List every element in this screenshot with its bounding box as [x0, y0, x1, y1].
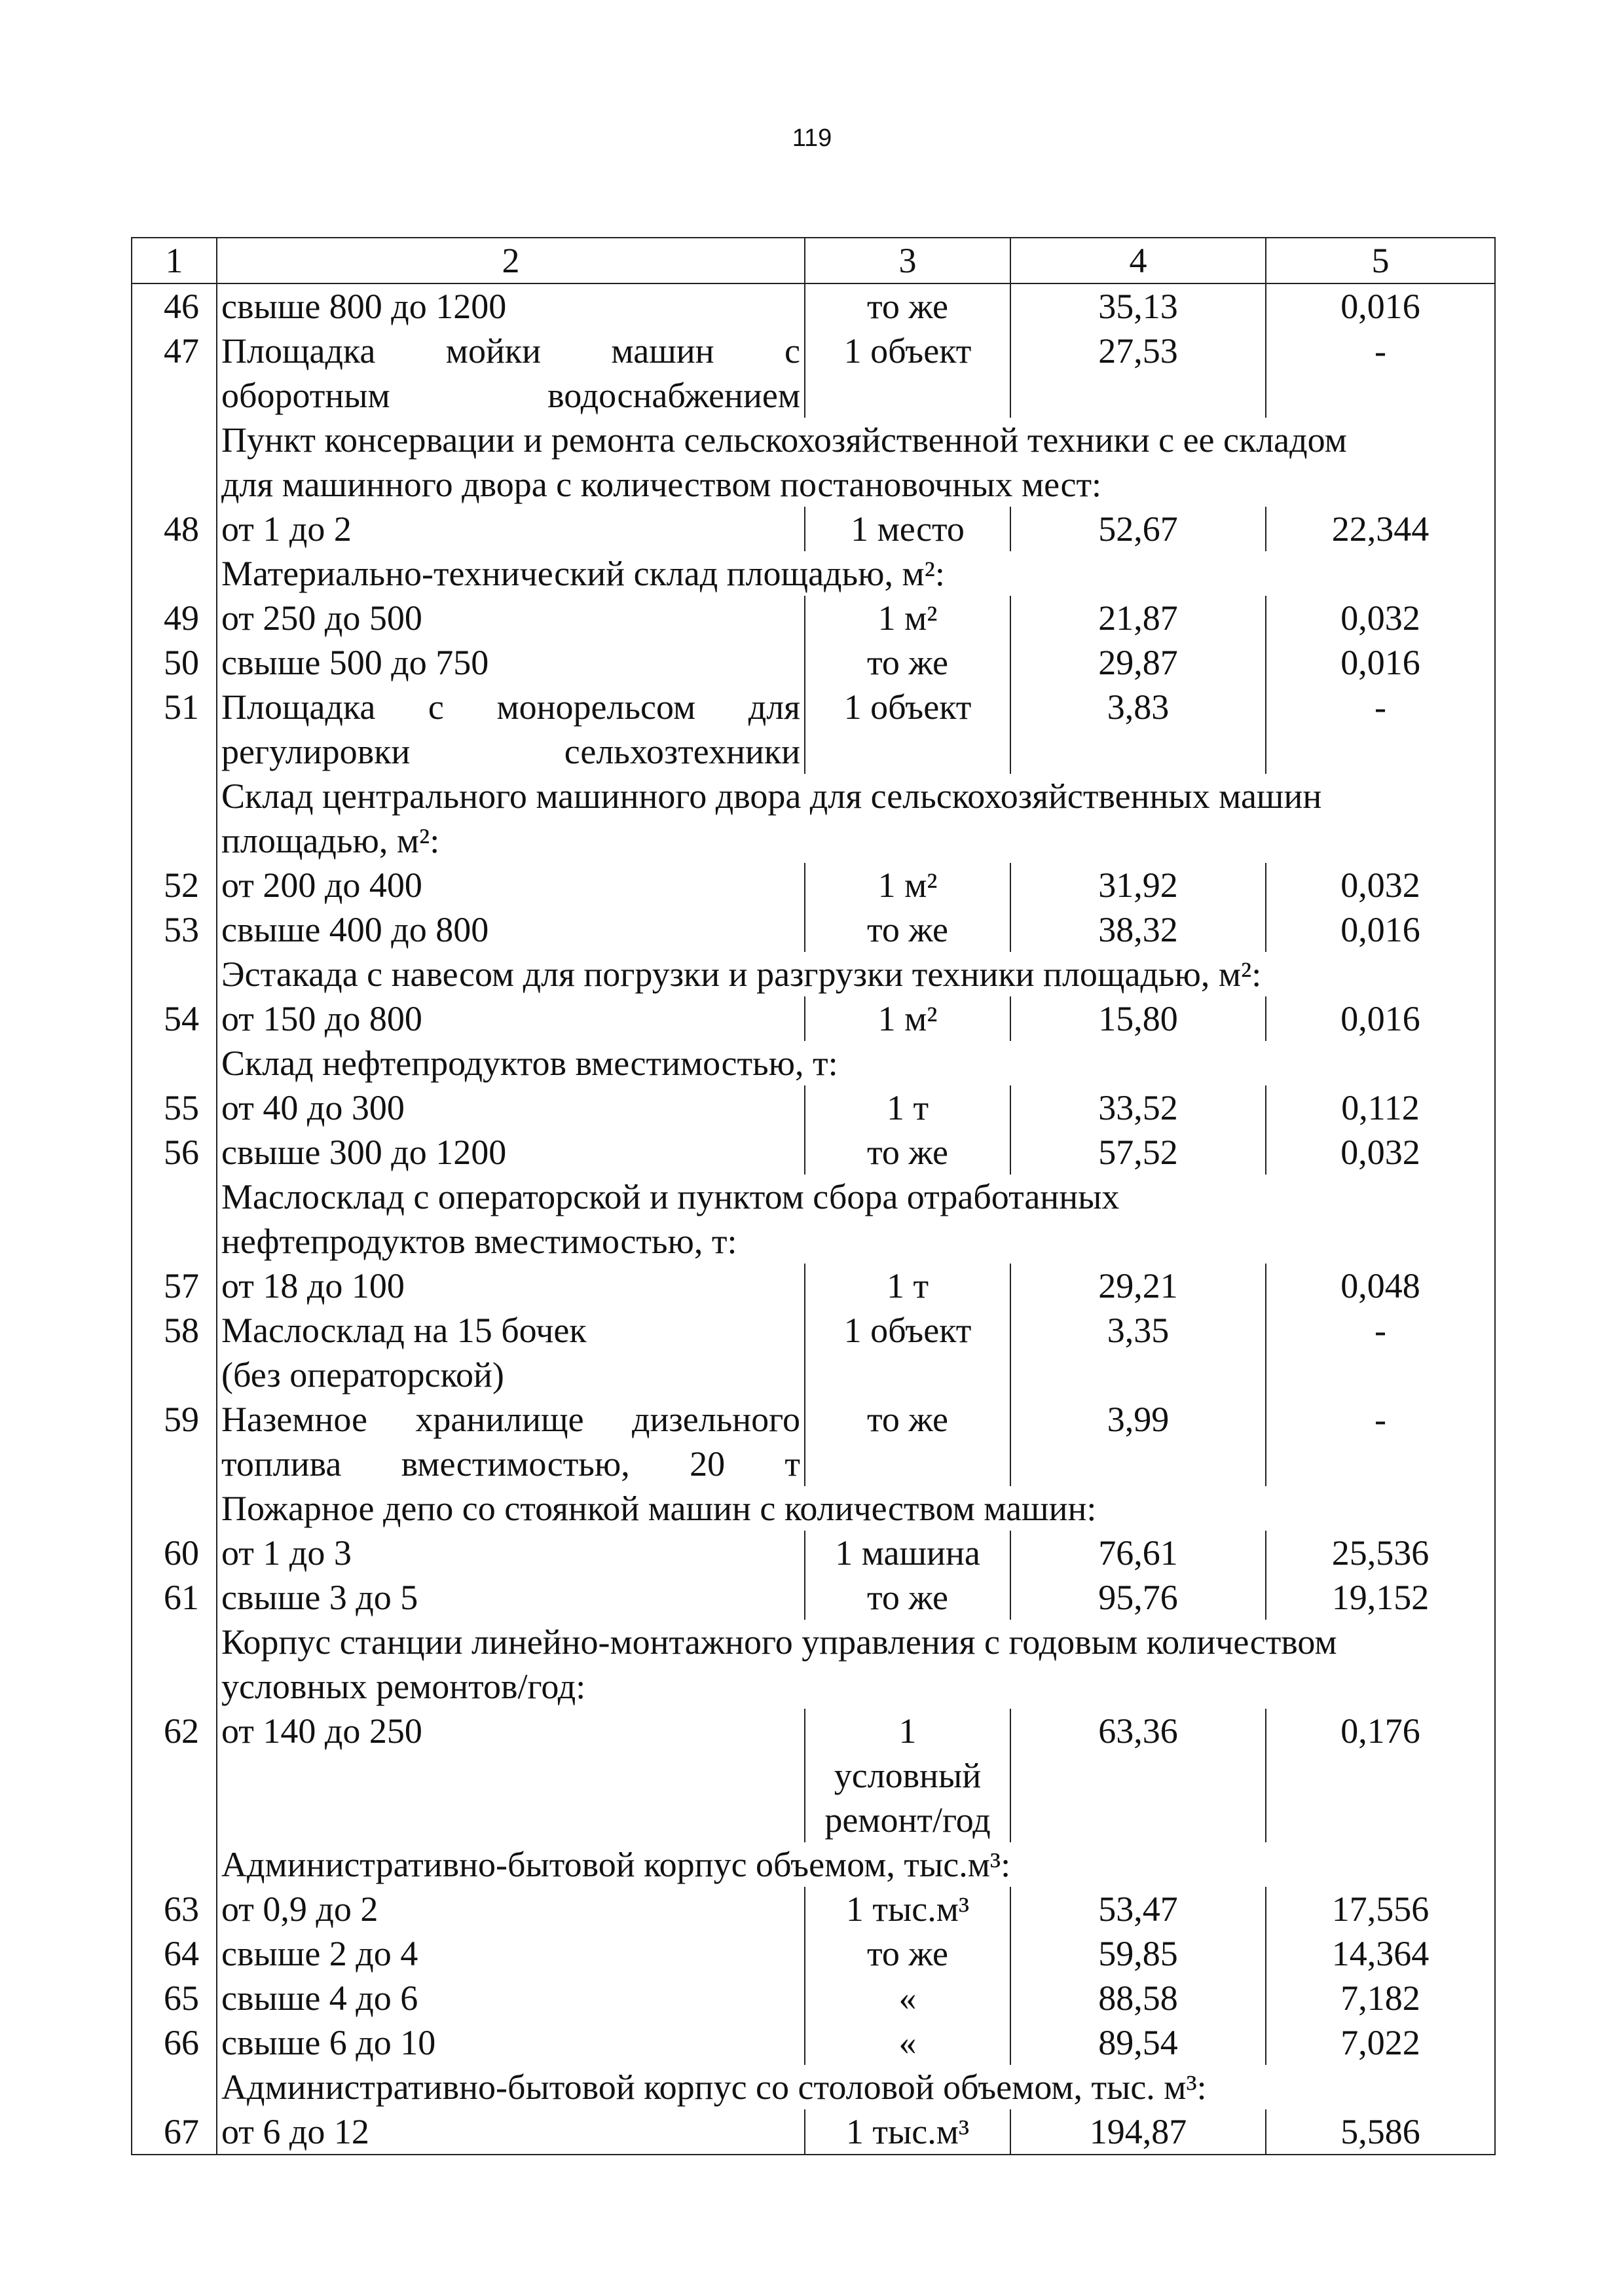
value-col-4: 21,87 — [1010, 596, 1266, 640]
unit-cell — [805, 907, 1010, 952]
cell-line: оборотным водоснабжением — [221, 376, 800, 415]
section-heading — [217, 551, 1495, 596]
value-col-5: 25,536 — [1266, 1531, 1495, 1575]
cell-line: 1 м² — [877, 598, 938, 638]
row-number: 66 — [132, 2020, 217, 2065]
cell-line: свыше 500 до 750 — [221, 643, 489, 682]
object-name — [217, 1531, 805, 1575]
cell-line: 1 объект — [843, 687, 972, 727]
section-number-cell — [132, 418, 217, 507]
cell-line: условных ремонтов/год: — [221, 1667, 586, 1706]
cell-line: от 6 до 12 — [221, 2112, 369, 2151]
row-number: 59 — [132, 1397, 217, 1486]
cell-line: Площадка с монорельсом для — [221, 687, 800, 727]
cell-line: Склад нефтепродуктов вместимостью, т: — [221, 1044, 838, 1083]
unit-cell — [805, 1887, 1010, 1931]
row-number: 54 — [132, 996, 217, 1041]
cell-line: нефтепродуктов вместимостью, т: — [221, 1222, 737, 1261]
row-number: 63 — [132, 1887, 217, 1931]
section-number-cell — [132, 1175, 217, 1264]
row-number: 57 — [132, 1264, 217, 1308]
value-col-4: 15,80 — [1010, 996, 1266, 1041]
object-name — [217, 2109, 805, 2155]
object-name — [217, 1264, 805, 1308]
section-heading — [217, 2065, 1495, 2109]
object-name — [217, 2020, 805, 2065]
unit-cell — [805, 1709, 1010, 1842]
unit-cell — [805, 596, 1010, 640]
row-number: 60 — [132, 1531, 217, 1575]
value-col-5: - — [1266, 1308, 1495, 1397]
section-number-cell — [132, 551, 217, 596]
cell-line: от 40 до 300 — [221, 1088, 405, 1127]
value-col-5: 0,032 — [1266, 863, 1495, 907]
table-row — [132, 1531, 1495, 1575]
cell-line: 1 место — [851, 509, 965, 549]
table-row — [132, 1575, 1495, 1620]
section-heading — [217, 1175, 1495, 1264]
object-name — [217, 1085, 805, 1130]
section-number-cell — [132, 1842, 217, 1887]
value-col-5: 0,032 — [1266, 596, 1495, 640]
row-number: 67 — [132, 2109, 217, 2155]
value-col-5: 0,048 — [1266, 1264, 1495, 1308]
cell-line: 1 тыс.м³ — [845, 1889, 970, 1929]
value-col-5: 7,022 — [1266, 2020, 1495, 2065]
cell-line: Склад центрального машинного двора для сельскохозяйственных машин — [221, 776, 1322, 816]
object-name — [217, 907, 805, 952]
table-row — [132, 996, 1495, 1041]
value-col-5: 14,364 — [1266, 1931, 1495, 1976]
section-row — [132, 551, 1495, 596]
object-name — [217, 640, 805, 685]
value-col-5: 0,016 — [1266, 907, 1495, 952]
cell-line: от 1 до 2 — [221, 509, 352, 549]
table-row — [132, 907, 1495, 952]
value-col-4: 89,54 — [1010, 2020, 1266, 2065]
cell-line: то же — [867, 287, 948, 326]
cell-line: 1 объект — [843, 331, 972, 371]
table-row — [132, 1308, 1495, 1397]
row-number: 48 — [132, 507, 217, 551]
table-body — [132, 238, 1495, 2155]
row-number: 47 — [132, 329, 217, 418]
cell-line: Административно-бытовой корпус со столовой объемом, тыс. м³: — [221, 2068, 1207, 2107]
value-col-4: 27,53 — [1010, 329, 1266, 418]
section-row — [132, 1486, 1495, 1531]
object-name — [217, 507, 805, 551]
section-row — [132, 418, 1495, 507]
table-row — [132, 640, 1495, 685]
object-name — [217, 1397, 805, 1486]
table-row — [132, 1264, 1495, 1308]
unit-cell — [805, 1531, 1010, 1575]
object-name — [217, 329, 805, 418]
value-col-4: 52,67 — [1010, 507, 1266, 551]
table-row — [132, 1085, 1495, 1130]
section-number-cell — [132, 952, 217, 996]
section-heading — [217, 1041, 1495, 1085]
cell-line: (без операторской) — [221, 1355, 504, 1394]
section-number-cell — [132, 774, 217, 863]
cell-line: Эстакада с навесом для погрузки и разгрузки техники площадью, м²: — [221, 955, 1262, 994]
row-number: 61 — [132, 1575, 217, 1620]
row-number: 65 — [132, 1976, 217, 2020]
value-col-4: 35,13 — [1010, 283, 1266, 329]
cell-line: свыше 800 до 1200 — [221, 287, 507, 326]
cell-line: Площадка мойки машин с — [221, 331, 800, 371]
cell-line: 1 — [898, 1711, 917, 1751]
value-col-5: 17,556 — [1266, 1887, 1495, 1931]
cell-line: топлива вместимостью, 20 т — [221, 1444, 800, 1484]
table-row — [132, 1130, 1495, 1175]
cell-line: Административно-бытовой корпус объемом, тыс.м³: — [221, 1845, 1011, 1884]
table-row — [132, 507, 1495, 551]
section-number-cell — [132, 1620, 217, 1709]
section-number-cell — [132, 1041, 217, 1085]
object-name — [217, 863, 805, 907]
header-row — [132, 238, 1495, 283]
row-number: 55 — [132, 1085, 217, 1130]
cell-line: Маслосклад на 15 бочек — [221, 1311, 587, 1350]
table-row — [132, 2109, 1495, 2155]
cell-line: от 18 до 100 — [221, 1266, 405, 1305]
value-col-4: 57,52 — [1010, 1130, 1266, 1175]
section-row — [132, 952, 1495, 996]
cell-line: 1 м² — [877, 999, 938, 1038]
table-row — [132, 2020, 1495, 2065]
value-col-5: 0,016 — [1266, 996, 1495, 1041]
row-number: 62 — [132, 1709, 217, 1842]
value-col-4: 3,99 — [1010, 1397, 1266, 1486]
cell-line: для машинного двора с количеством постановочных мест: — [221, 465, 1102, 504]
cell-line: площадью, м²: — [221, 821, 440, 860]
row-number: 58 — [132, 1308, 217, 1397]
section-number-cell — [132, 1486, 217, 1531]
value-col-4: 31,92 — [1010, 863, 1266, 907]
table-row — [132, 1976, 1495, 2020]
cell-line: свыше 3 до 5 — [221, 1578, 418, 1617]
row-number: 49 — [132, 596, 217, 640]
section-row — [132, 1620, 1495, 1709]
unit-cell — [805, 1397, 1010, 1486]
cell-line: то же — [867, 910, 948, 949]
header-col-5: 5 — [1266, 238, 1495, 283]
unit-cell — [805, 1976, 1010, 2020]
value-col-4: 95,76 — [1010, 1575, 1266, 1620]
object-name — [217, 596, 805, 640]
cell-line: регулировки сельхозтехники — [221, 732, 800, 771]
row-number: 50 — [132, 640, 217, 685]
value-col-5: 0,016 — [1266, 283, 1495, 329]
object-name — [217, 996, 805, 1041]
object-name — [217, 1575, 805, 1620]
value-col-4: 3,35 — [1010, 1308, 1266, 1397]
table-row — [132, 1709, 1495, 1842]
section-row — [132, 2065, 1495, 2109]
cell-line: то же — [867, 643, 948, 682]
table-row — [132, 1887, 1495, 1931]
row-number: 51 — [132, 685, 217, 774]
cell-line: то же — [867, 1133, 948, 1172]
cell-line: свыше 4 до 6 — [221, 1978, 418, 2018]
value-col-5: - — [1266, 329, 1495, 418]
cell-line: свыше 6 до 10 — [221, 2023, 436, 2062]
unit-cell — [805, 1264, 1010, 1308]
value-col-4: 53,47 — [1010, 1887, 1266, 1931]
header-col-2: 2 — [217, 238, 805, 283]
object-name — [217, 685, 805, 774]
unit-cell — [805, 2109, 1010, 2155]
value-col-5: 0,112 — [1266, 1085, 1495, 1130]
value-col-4: 33,52 — [1010, 1085, 1266, 1130]
cell-line: свыше 300 до 1200 — [221, 1133, 507, 1172]
unit-cell — [805, 329, 1010, 418]
cell-line: Маслосклад с операторской и пунктом сбора отработанных — [221, 1177, 1120, 1216]
section-heading — [217, 774, 1495, 863]
value-col-4: 194,87 — [1010, 2109, 1266, 2155]
unit-cell — [805, 507, 1010, 551]
cell-line: 1 тыс.м³ — [845, 2112, 970, 2151]
cell-line: от 150 до 800 — [221, 999, 422, 1038]
section-row — [132, 1041, 1495, 1085]
unit-cell — [805, 996, 1010, 1041]
cell-line: то же — [867, 1578, 948, 1617]
value-col-4: 59,85 — [1010, 1931, 1266, 1976]
section-heading — [217, 1620, 1495, 1709]
value-col-4: 63,36 — [1010, 1709, 1266, 1842]
cell-line: 1 т — [886, 1088, 929, 1127]
value-col-5: 0,016 — [1266, 640, 1495, 685]
cell-line: ремонт/год — [824, 1800, 991, 1840]
value-col-4: 38,32 — [1010, 907, 1266, 952]
section-heading — [217, 418, 1495, 507]
unit-cell — [805, 1575, 1010, 1620]
unit-cell — [805, 863, 1010, 907]
cell-line: « — [898, 2023, 917, 2062]
object-name — [217, 1130, 805, 1175]
value-col-5: 5,586 — [1266, 2109, 1495, 2155]
value-col-5: 0,032 — [1266, 1130, 1495, 1175]
cell-line: 1 м² — [877, 866, 938, 905]
value-col-5: 0,176 — [1266, 1709, 1495, 1842]
value-col-5: 7,182 — [1266, 1976, 1495, 2020]
unit-cell — [805, 640, 1010, 685]
value-col-5: 19,152 — [1266, 1575, 1495, 1620]
unit-cell — [805, 1085, 1010, 1130]
value-col-4: 88,58 — [1010, 1976, 1266, 2020]
row-number: 46 — [132, 283, 217, 329]
cell-line: свыше 400 до 800 — [221, 910, 489, 949]
section-row — [132, 774, 1495, 863]
row-number: 64 — [132, 1931, 217, 1976]
cell-line: Пожарное депо со стоянкой машин с количеством машин: — [221, 1489, 1097, 1528]
value-col-4: 3,83 — [1010, 685, 1266, 774]
table-row — [132, 329, 1495, 418]
cell-line: условный — [834, 1756, 982, 1795]
unit-cell — [805, 1308, 1010, 1397]
row-number: 56 — [132, 1130, 217, 1175]
object-name — [217, 1887, 805, 1931]
cell-line: то же — [867, 1400, 948, 1439]
page-number: 119 — [792, 124, 832, 152]
unit-cell — [805, 2020, 1010, 2065]
value-col-4: 29,21 — [1010, 1264, 1266, 1308]
cell-line: от 1 до 3 — [221, 1533, 352, 1573]
section-heading — [217, 1486, 1495, 1531]
value-col-4: 76,61 — [1010, 1531, 1266, 1575]
section-number-cell — [132, 2065, 217, 2109]
value-col-5: 22,344 — [1266, 507, 1495, 551]
unit-cell — [805, 283, 1010, 329]
object-name — [217, 1931, 805, 1976]
table-row — [132, 283, 1495, 329]
section-heading — [217, 952, 1495, 996]
table-row — [132, 1931, 1495, 1976]
value-col-5: - — [1266, 1397, 1495, 1486]
cell-line: свыше 2 до 4 — [221, 1934, 418, 1973]
cell-line: 1 т — [886, 1266, 929, 1305]
cell-line: от 0,9 до 2 — [221, 1889, 378, 1929]
cell-line: Пункт консервации и ремонта сельскохозяйственной техники с ее складом — [221, 420, 1347, 460]
cell-line: от 250 до 500 — [221, 598, 422, 638]
cell-line: 1 объект — [843, 1311, 972, 1350]
table-row — [132, 1397, 1495, 1486]
unit-cell — [805, 685, 1010, 774]
object-name — [217, 1709, 805, 1842]
table-row — [132, 685, 1495, 774]
table-row — [132, 596, 1495, 640]
section-heading — [217, 1842, 1495, 1887]
section-row — [132, 1842, 1495, 1887]
object-name — [217, 283, 805, 329]
table-row — [132, 863, 1495, 907]
row-number: 52 — [132, 863, 217, 907]
cell-line: от 140 до 250 — [221, 1711, 422, 1751]
cell-line: « — [898, 1978, 917, 2018]
cell-line: 1 машина — [835, 1533, 980, 1573]
cell-line: от 200 до 400 — [221, 866, 422, 905]
cell-line: Корпус станции линейно-монтажного управления с годовым количеством — [221, 1622, 1337, 1662]
cell-line: Материально-технический склад площадью, м²: — [221, 554, 945, 593]
value-col-4: 29,87 — [1010, 640, 1266, 685]
norms-table — [131, 237, 1496, 2155]
cell-line: Наземное хранилище дизельного — [221, 1400, 800, 1439]
row-number: 53 — [132, 907, 217, 952]
unit-cell — [805, 1931, 1010, 1976]
section-row — [132, 1175, 1495, 1264]
header-col-3: 3 — [805, 238, 1010, 283]
object-name — [217, 1976, 805, 2020]
header-col-4: 4 — [1010, 238, 1266, 283]
unit-cell — [805, 1130, 1010, 1175]
cell-line: то же — [867, 1934, 948, 1973]
object-name — [217, 1308, 805, 1397]
header-col-1: 1 — [132, 238, 217, 283]
value-col-5: - — [1266, 685, 1495, 774]
